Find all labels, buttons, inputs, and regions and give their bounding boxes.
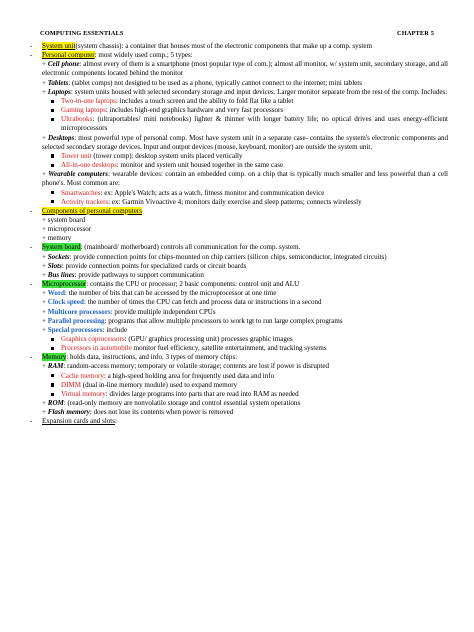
term-multicore: Multicore processors [47, 307, 111, 316]
term-two-in-one: Two-in-one laptops [61, 96, 116, 105]
term-rom: ROM [47, 399, 64, 408]
dash-marker: - [30, 51, 33, 60]
desc-memory: : holds data, instructions, and info. 3 types of memory chips: [66, 353, 238, 362]
square-bullet-icon [51, 100, 54, 103]
desc-cache: : a high-speed holding area for frequently used data and info [103, 371, 275, 380]
term-system-board: System board [42, 243, 81, 252]
bullet-two-in-one [30, 97, 448, 106]
desc-desktops: : most powerful type of personal comp. Most have system unit in a separate case- contains the system's electronic components and selected secondary storage devices. Input and output devices (mouse, keyboard, monitor) are outside the system unit. [42, 133, 448, 151]
plus-marker: + [42, 261, 48, 270]
bullet-gaming [30, 106, 448, 115]
plus-marker: + [42, 399, 48, 408]
desc-sockets: : provide connection points for chips-mounted on chip carriers (silicon chips, semiconductor, integrated circuits) [69, 252, 387, 261]
term-activity: Activity trackers [61, 197, 109, 206]
desc-word: : the number of bits that can be accessed by the microprocessor at one time [64, 289, 277, 298]
bullet-all-in-one [30, 161, 448, 170]
square-bullet-icon [51, 200, 54, 203]
plus-marker: + [42, 316, 48, 325]
sub-special [30, 326, 448, 335]
plus-marker: + [42, 133, 49, 142]
desc-two-in-one: : includes a touch screen and the ability to fold flat like a tablet [115, 96, 294, 105]
sub-wearable [30, 170, 448, 188]
term-personal-computer: Personal computer [42, 51, 95, 60]
term-system-unit: System unit [42, 42, 76, 50]
term-parallel: Parallel processing [47, 316, 105, 325]
term-flash: Flash memory [47, 408, 90, 417]
desc-flash: : does not lose its contents when power is removed [89, 408, 234, 417]
desc-laptops: : system units housed with selected secondary storage and input devices. Larger monitor separate from the rest of the comp. Includes: [70, 87, 448, 96]
sub-word [30, 289, 448, 298]
plus-marker: + [42, 270, 48, 279]
square-bullet-icon [51, 347, 54, 350]
term-clock-speed: Clock speed [47, 298, 84, 307]
desc-system-unit: (system chassis): a container that houses most of the electronic components that make up a comp. system [75, 42, 372, 50]
entry-personal-computer [30, 51, 448, 60]
plus-marker: + [42, 408, 48, 417]
sub-bus-lines [30, 271, 448, 280]
sub-comp-memory: + memory [42, 234, 72, 243]
desc-microprocessor: : contains the CPU or processor; 2 basic components: control unit and ALU [86, 280, 300, 289]
term-components: Components of personal computers [42, 206, 143, 215]
desc-personal-computer: : most widely used comp.; 5 types: [94, 51, 193, 60]
desc-ram: : random-access memory; temporary or volatile storage; contents are lost if power is disrupted [63, 362, 329, 371]
desc-tablets: : (tablet comps) not designed to be used as a phone, typically cannot connect to the internet; mini tablets [68, 78, 362, 87]
desc-automobile: monitor fuel efficiency, satellite entertainment, and tracking systems [131, 344, 327, 353]
plus-marker: + [42, 307, 48, 316]
square-bullet-icon [51, 191, 54, 194]
term-ultrabooks: Ultrabooks [61, 115, 93, 124]
plus-marker: + [42, 170, 49, 179]
square-bullet-icon [51, 164, 54, 167]
term-all-in-one: All-in-one desktops [61, 161, 117, 170]
term-sockets: Sockets [47, 252, 70, 261]
term-graphics: Graphics coprocessors [61, 335, 125, 343]
sub-clock-speed [30, 298, 448, 307]
bullet-automobile [30, 344, 448, 353]
square-bullet-icon [51, 338, 54, 341]
dash-marker: - [30, 353, 33, 362]
plus-marker: + [42, 325, 48, 334]
sub-flash [30, 408, 448, 417]
term-memory: Memory [42, 353, 67, 362]
header-course-title: COMPUTING ESSENTIALS [40, 30, 124, 37]
page-header [40, 30, 434, 42]
sub-slots [30, 262, 448, 271]
term-wearable: Wearable computers [48, 170, 108, 179]
sub-sockets [30, 253, 448, 262]
sub-laptops [30, 88, 448, 97]
plus-marker: + [42, 362, 48, 371]
bullet-smartwatches [30, 189, 448, 198]
term-microprocessor: Microprocessor [42, 280, 87, 289]
term-dimm: DIMM [61, 380, 81, 389]
desc-ultrabooks: : (ultraportables/ mini notebooks) lighter & thinner with longer battery life; no optical drives and uses energy-efficient microprocessors [61, 115, 448, 133]
entry-system-board [30, 243, 448, 252]
entry-memory [30, 353, 448, 362]
bullet-tower [30, 152, 448, 161]
desc-smartwatches: : ex: Apple's Watch; acts as a watch, fitness monitor and communication device [100, 188, 325, 197]
square-bullet-icon [51, 118, 54, 121]
desc-system-board: : (mainboard/ motherboard) controls all communication for the comp. system. [80, 243, 301, 252]
sub-comp-system-board: + system board [42, 215, 86, 224]
term-gaming: Gaming laptops [61, 106, 106, 115]
desc-rom: : (read-only memory are nonvolatile storage and control essential system operations [63, 399, 301, 408]
sub-tablets [30, 79, 448, 88]
dash-marker: - [30, 280, 33, 289]
plus-marker: + [42, 289, 48, 298]
expansion-colon: : [115, 417, 117, 426]
square-bullet-icon [51, 154, 54, 157]
term-word: Word [47, 289, 65, 298]
square-bullet-icon [51, 393, 54, 396]
bullet-ultrabooks [30, 115, 448, 133]
square-bullet-icon [51, 383, 54, 386]
term-bus-lines: Bus lines [47, 270, 75, 279]
bullet-virtual [30, 390, 448, 399]
entry-microprocessor [30, 280, 448, 289]
sub-multicore [30, 308, 448, 317]
dash-marker: - [30, 42, 33, 50]
square-bullet-icon [51, 109, 54, 112]
plus-marker: + [42, 87, 48, 96]
dash-marker: - [30, 417, 33, 426]
plus-marker: + [42, 298, 48, 307]
term-virtual: Virtual memory [61, 389, 106, 398]
term-smartwatches: Smartwatches [61, 188, 101, 197]
notes-body [30, 42, 448, 427]
desc-clock-speed: : the number of times the CPU can fetch and process data or instructions in a second [83, 298, 322, 307]
term-slots: Slots [47, 261, 62, 270]
bullet-activity [30, 198, 448, 207]
header-chapter: CHAPTER 5 [397, 30, 434, 37]
term-laptops: Laptops [47, 87, 71, 96]
plus-marker: + [42, 60, 48, 69]
desc-special: : include [102, 325, 128, 334]
term-expansion: Expansion cards and slots [42, 417, 116, 426]
term-ram: RAM [47, 362, 64, 371]
sub-cell-phone [30, 60, 448, 78]
sub-ram [30, 362, 448, 371]
desc-cell-phone: : almost every of them is a smartphone (most popular type of com.); almost all monitor, w/ system unit, secondary storage, and all electronic components located behind the monitor [42, 60, 448, 78]
term-cell-phone: Cell phone [47, 60, 80, 69]
desc-parallel: : programs that allow multiple processors to work tgt to run large complex programs [104, 316, 343, 325]
plus-marker: + [42, 78, 48, 87]
desc-all-in-one: : monitor and system unit housed together in the same case [116, 161, 284, 170]
bullet-graphics [30, 335, 448, 344]
term-tablets: Tablets [47, 78, 69, 87]
desc-slots: : provide connection points for specialized cards or circuit boards [61, 261, 247, 270]
term-desktops: Desktops [48, 133, 75, 142]
desc-dimm: (dual in-line memory module) used to expand memory [80, 380, 238, 389]
term-special: Special processors [47, 325, 103, 334]
term-tower: Tower unit [61, 151, 92, 160]
square-bullet-icon [51, 374, 54, 377]
desc-wearable: : wearable devices: contain an embedded comp. on a chip that is typically much smaller and less powerful than a cell phone's. Most common are: [42, 170, 448, 188]
entry-components [30, 207, 448, 216]
desc-bus-lines: : provide pathways to support communication [74, 270, 204, 279]
desc-virtual: : divides large programs into parts that are read into RAM as needed [105, 389, 299, 398]
desc-gaming: : includes high-end graphics hardware and very fast processors [105, 106, 284, 115]
sub-desktops [30, 134, 448, 152]
entry-system-unit [30, 42, 448, 51]
bullet-dimm [30, 381, 448, 390]
desc-multicore: : provide multiple independent CPUs [110, 307, 216, 316]
term-cache: Cache memory [61, 371, 104, 380]
desc-activity: : ex: Garmin Vivoactive 4; monitors daily exercise and sleep patterns; connects wirelessly [108, 197, 362, 206]
term-automobile: Processors in automobile [61, 344, 132, 353]
bullet-cache [30, 372, 448, 381]
desc-tower: (tower comp): desktop system units placed vertically [91, 151, 243, 160]
sub-comp-microprocessor: + microprocessor [42, 225, 92, 234]
dash-marker: - [30, 206, 33, 215]
sub-parallel [30, 317, 448, 326]
entry-expansion [30, 417, 448, 426]
sub-rom [30, 399, 448, 408]
dash-marker: - [30, 243, 33, 252]
plus-marker: + [42, 252, 48, 261]
desc-graphics: : (GPU/ graphics processing unit) processes graphic images [124, 335, 293, 343]
